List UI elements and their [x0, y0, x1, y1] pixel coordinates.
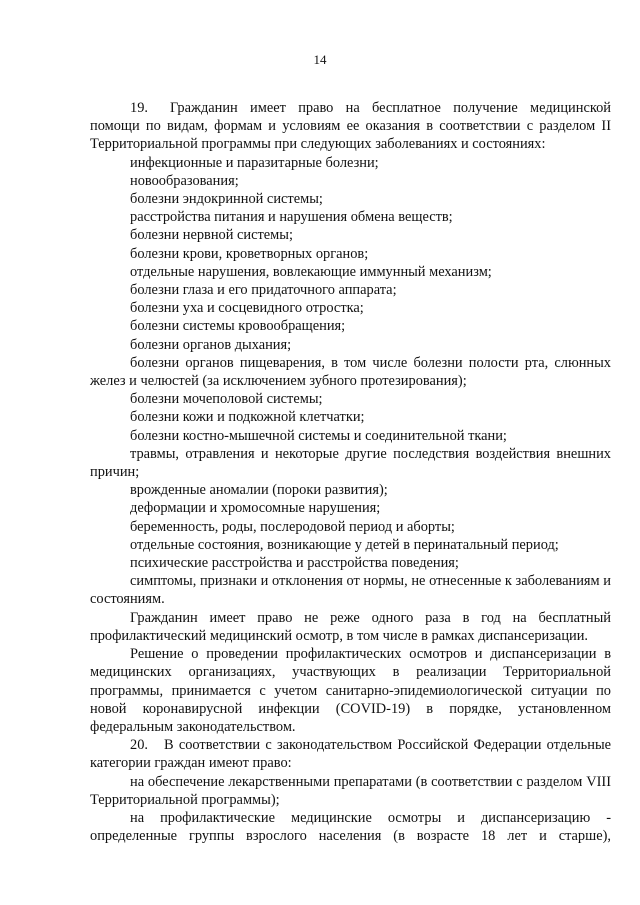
- list-item: деформации и хромосомные нарушения;: [130, 500, 381, 517]
- list-item: беременность, роды, послеродовой период и аборты;: [130, 518, 455, 535]
- paragraph-text: Гражданин имеет право на бесплатное получение медицинской помощи по видам, формам и условиям ее оказания в соответствии с разделом II Территориальной программы при следующих заболеваниях и состояниях:: [90, 100, 611, 153]
- list-item: болезни кожи и подкожной клетчатки;: [130, 409, 365, 426]
- list-item: на обеспечение лекарственными препаратами (в соответствии с разделом VIII Территориальной программы);: [90, 773, 611, 808]
- list-item: болезни органов пищеварения, в том числе болезни полости рта, слюнных желез и челюстей (за исключением зубного протезирования);: [90, 354, 611, 390]
- paragraph-19: [90, 99, 611, 154]
- list-item: болезни системы кровообращения;: [130, 318, 346, 335]
- list-item: психические расстройства и расстройства поведения;: [130, 555, 459, 572]
- list-item: болезни крови, кроветворных органов;: [130, 245, 369, 262]
- list-item: болезни мочеполовой системы;: [130, 391, 323, 408]
- paragraph-number: 19.: [130, 100, 148, 116]
- list-item: отдельные нарушения, вовлекающие иммунный механизм;: [130, 263, 492, 280]
- document-body: [90, 99, 611, 845]
- page-number: 14: [313, 52, 327, 67]
- list-item: болезни костно-мышечной системы и соединительной ткани;: [130, 427, 507, 444]
- list-item: болезни нервной системы;: [130, 227, 293, 244]
- paragraph-20: [90, 736, 611, 772]
- list-item: врожденные аномалии (пороки развития);: [130, 482, 388, 499]
- paragraph-covid-decision: Решение о проведении профилактических осмотров и диспансеризации в медицинских организациях, участвующих в реализации Территориальной программы, принимается с учетом санитарно-эпидемиологической ситуации по новой коронавирусной инфекции (COVID-19) в порядке, установленном федеральным законодательством.: [90, 646, 611, 735]
- list-item: отдельные состояния, возникающие у детей в перинатальный период;: [130, 536, 559, 553]
- paragraph-text: В соответствии с законодательством Российской Федерации отдельные категории граждан имеют право:: [90, 737, 611, 772]
- paragraph-preventive-exam: Гражданин имеет право не реже одного раза в год на бесплатный профилактический медицинский осмотр, в том числе в рамках диспансеризации.: [90, 609, 611, 644]
- list-item: инфекционные и паразитарные болезни;: [130, 154, 379, 171]
- list-item: новообразования;: [130, 172, 239, 189]
- list-item: болезни уха и сосцевидного отростка;: [130, 300, 364, 317]
- paragraph-number: 20.: [130, 737, 148, 754]
- list-item: болезни органов дыхания;: [130, 336, 292, 353]
- list-item: болезни эндокринной системы;: [130, 191, 323, 208]
- list-item: болезни глаза и его придаточного аппарата;: [130, 282, 397, 299]
- list-item: травмы, отравления и некоторые другие последствия воздействия внешних причин;: [90, 445, 611, 481]
- list-item: на профилактические медицинские осмотры и диспансеризацию - определенные группы взрослого населения (в возрасте 18 лет и старше),: [90, 809, 611, 845]
- list-item: симптомы, признаки и отклонения от нормы, не отнесенные к заболеваниям и состояниям.: [90, 573, 611, 608]
- list-item: расстройства питания и нарушения обмена веществ;: [130, 209, 453, 226]
